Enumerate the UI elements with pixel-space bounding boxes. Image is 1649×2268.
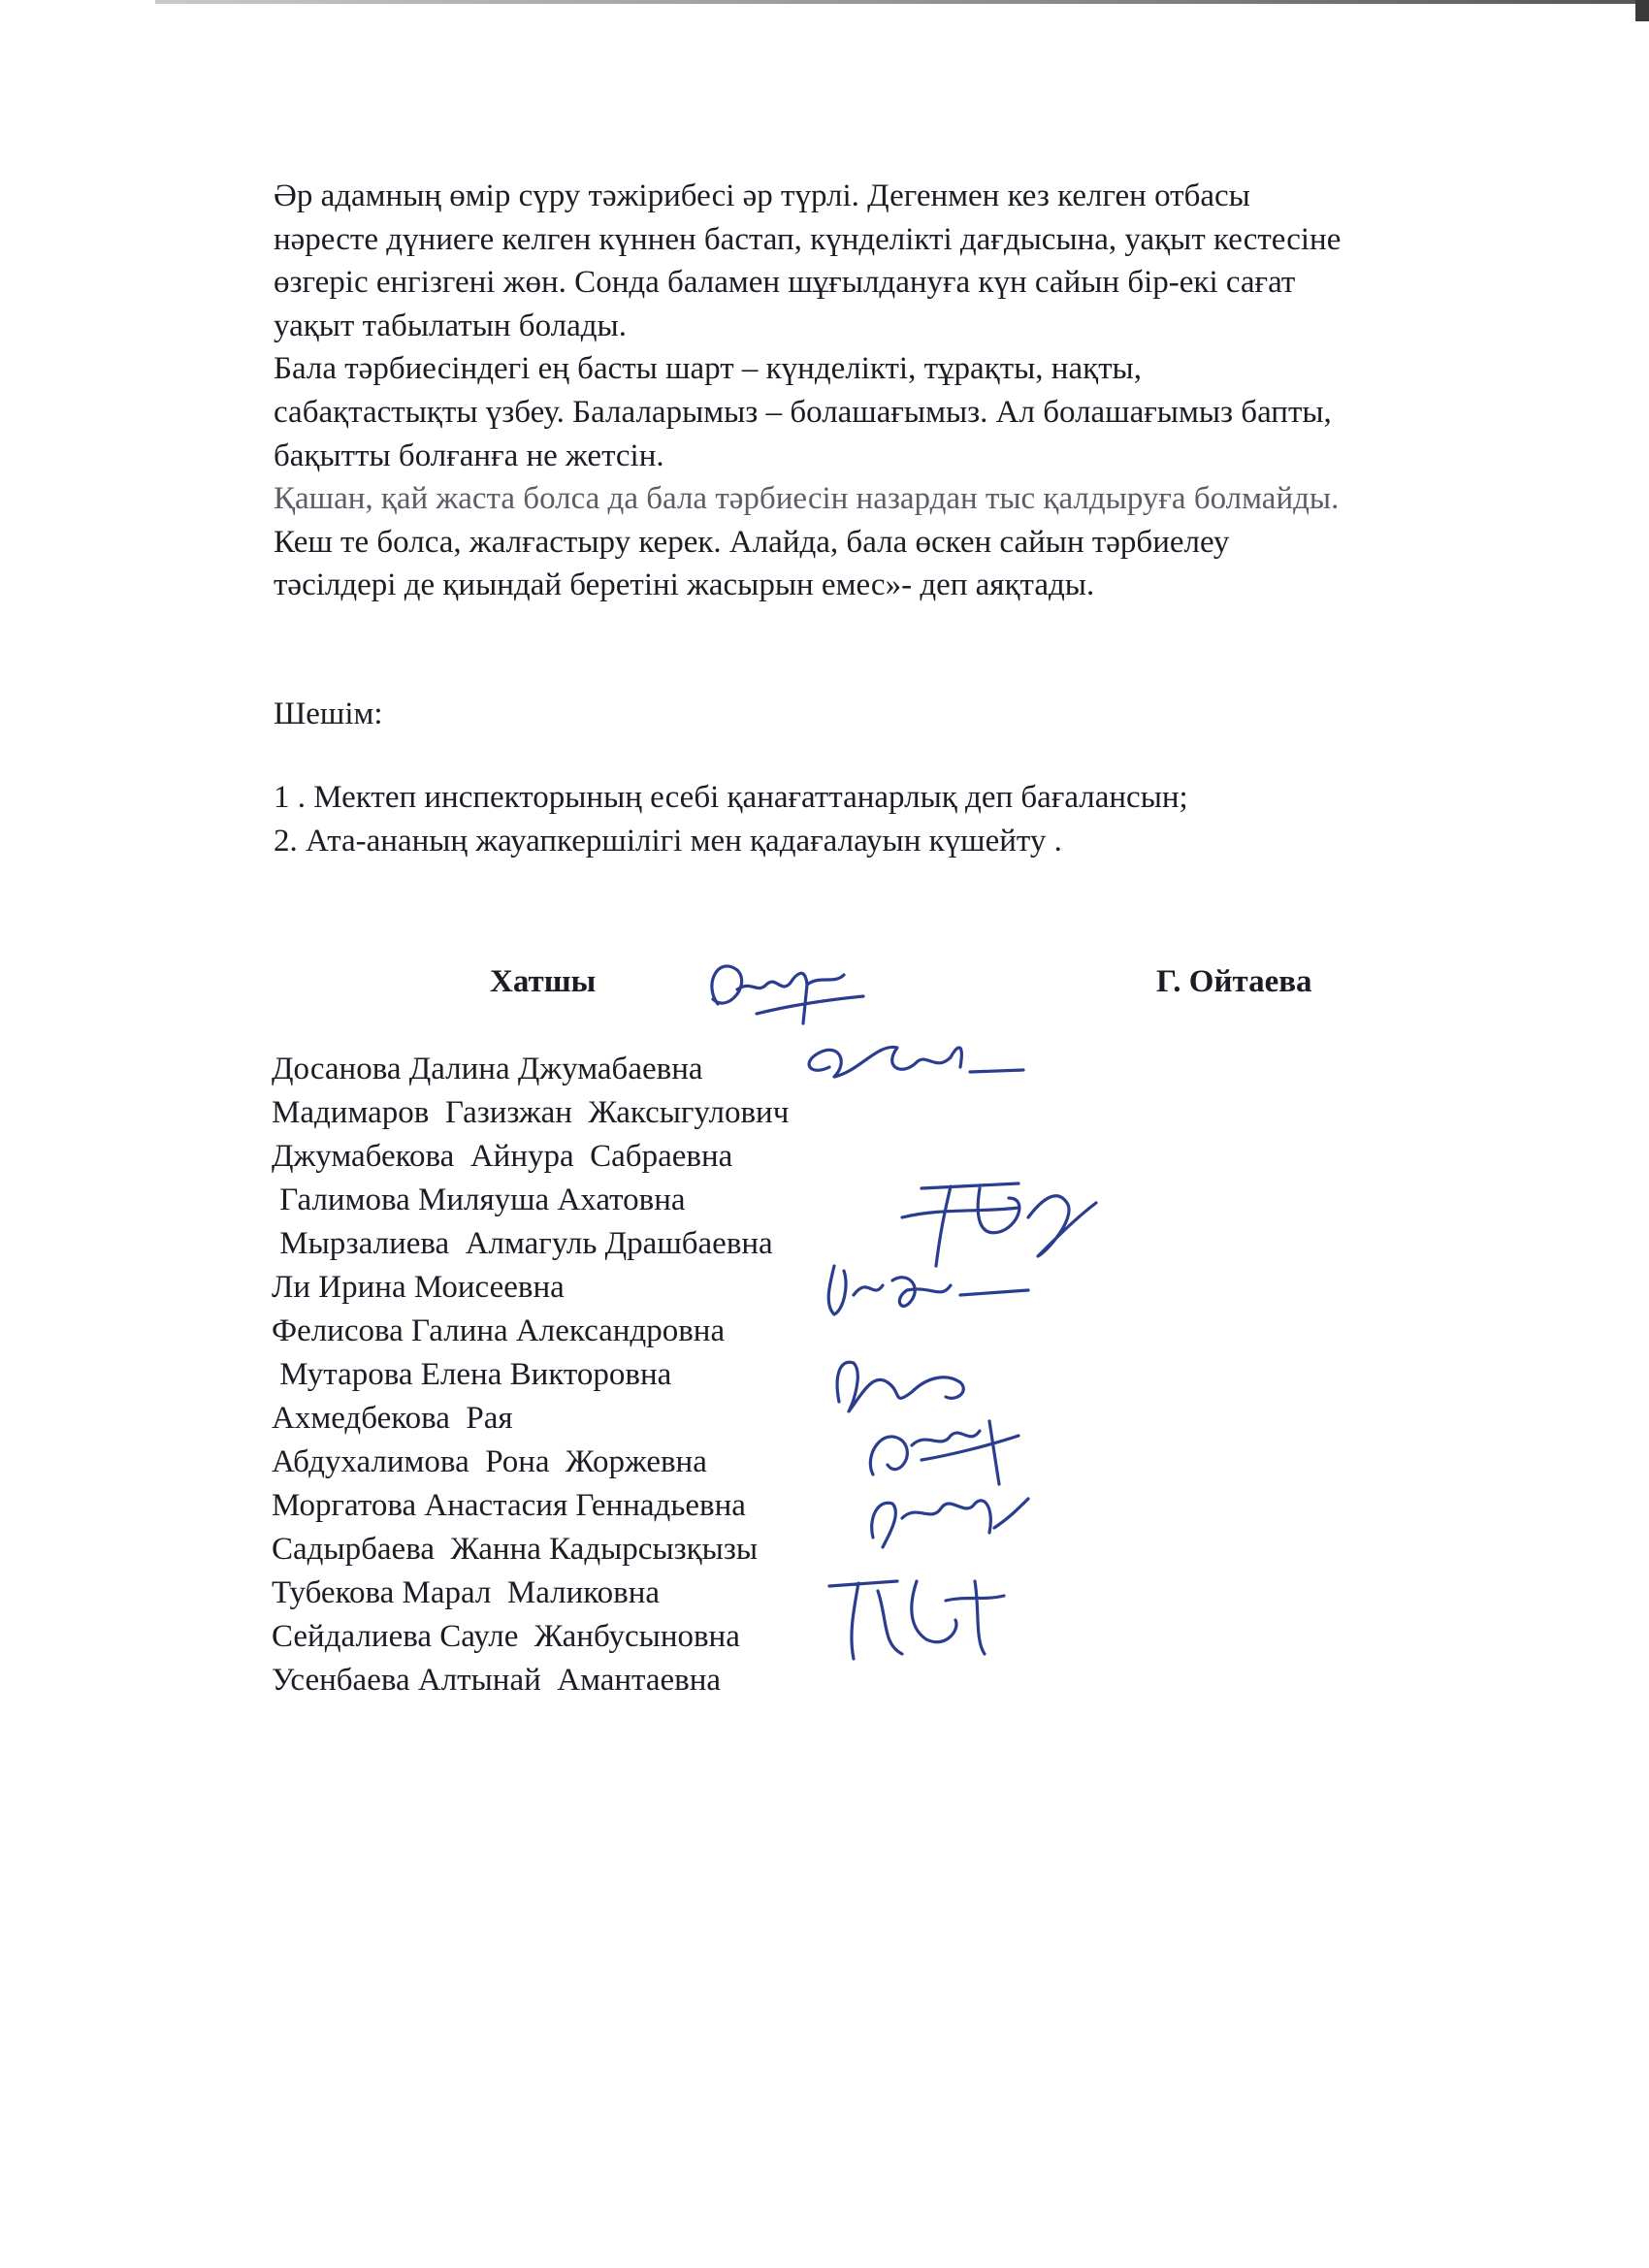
- member-signature: [815, 1256, 1038, 1339]
- member-item: Галимова Миляуша Ахатовна: [272, 1183, 686, 1217]
- body-line-9: Кеш те болса, жалғастыру керек. Алайда, бала өскен сайын тәрбиелеу: [274, 524, 1230, 560]
- member-item: Мадимаров Газизжан Жаксыгулович: [272, 1095, 790, 1130]
- member-list: [272, 1048, 789, 1702]
- member-item: Джумабекова Айнура Сабраевна: [272, 1139, 733, 1174]
- member-signature: [849, 1479, 1033, 1557]
- decision-item-1: 1 . Мектеп инспекторының есебі қанағаттанарлық деп бағалансын;: [274, 780, 1188, 815]
- member-item: Моргатова Анастасия Геннадьевна: [272, 1488, 746, 1523]
- body-line-8: Қашан, қай жаста болса да бала тәрбиесін назардан тыс қалдыруға болмайды.: [274, 481, 1340, 517]
- body-line-2: нәресте дүниеге келген күннен бастап, күнделікті дағдысына, уақыт кестесіне: [274, 221, 1342, 257]
- secretary-name: Г. Ойтаева: [1156, 964, 1312, 999]
- secretary-signature: [698, 946, 873, 1033]
- member-signature: [810, 1562, 1023, 1669]
- member-item: Сейдалиева Сауле Жанбусыновна: [272, 1619, 740, 1654]
- body-line-5: Бала тәрбиесіндегі ең басты шарт – күнделікті, тұрақты, нақты,: [274, 351, 1142, 387]
- scan-edge-right: [1635, 0, 1649, 21]
- member-item: Мутарова Елена Викторовна: [272, 1357, 672, 1392]
- body-line-6: сабақтастықты үзбеу. Балаларымыз – болашағымыз. Ал болашағымыз бапты,: [274, 394, 1332, 430]
- body-line-1: Әр адамның өмір сүру тәжірибесі әр түрлі. Дегенмен кез келген отбасы: [274, 178, 1250, 213]
- member-item: Садырбаева Жанна Кадырсызқызы: [272, 1532, 759, 1567]
- member-item: Мырзалиева Алмагуль Драшбаевна: [272, 1226, 773, 1261]
- decision-title: Шешім:: [274, 697, 383, 731]
- body-line-7: бақытты болғанға не жетсін.: [274, 437, 664, 473]
- member-item: Фелисова Галина Александровна: [272, 1313, 726, 1348]
- member-signature: [791, 1023, 1033, 1096]
- member-item: Ахмедбекова Рая: [272, 1401, 513, 1436]
- decision-item-2: 2. Ата-ананың жауапкершілігі мен қадағалауын күшейту .: [274, 824, 1062, 859]
- secretary-label: Хатшы: [490, 964, 597, 999]
- member-item: Досанова Далина Джумабаевна: [272, 1052, 703, 1086]
- body-line-4: уақыт табылатын болады.: [274, 308, 627, 343]
- member-item: Абдухалимова Рона Жоржевна: [272, 1444, 707, 1479]
- decision-list: [274, 776, 1188, 863]
- body-paragraph: [274, 175, 1554, 607]
- body-line-10: тәсілдері де қиындай беретіні жасырын емес»- деп аяқтады.: [274, 567, 1095, 603]
- member-item: Усенбаева Алтынай Амантаевна: [272, 1663, 722, 1698]
- member-item: Ли Ирина Моисеевна: [272, 1270, 565, 1305]
- body-line-3: өзгеріс енгізгені жөн. Сонда баламен шұғылдануға күн сайын бір-екі сағат: [274, 265, 1296, 301]
- scan-edge-top: [155, 0, 1649, 4]
- member-item: Тубекова Марал Маликовна: [272, 1575, 661, 1610]
